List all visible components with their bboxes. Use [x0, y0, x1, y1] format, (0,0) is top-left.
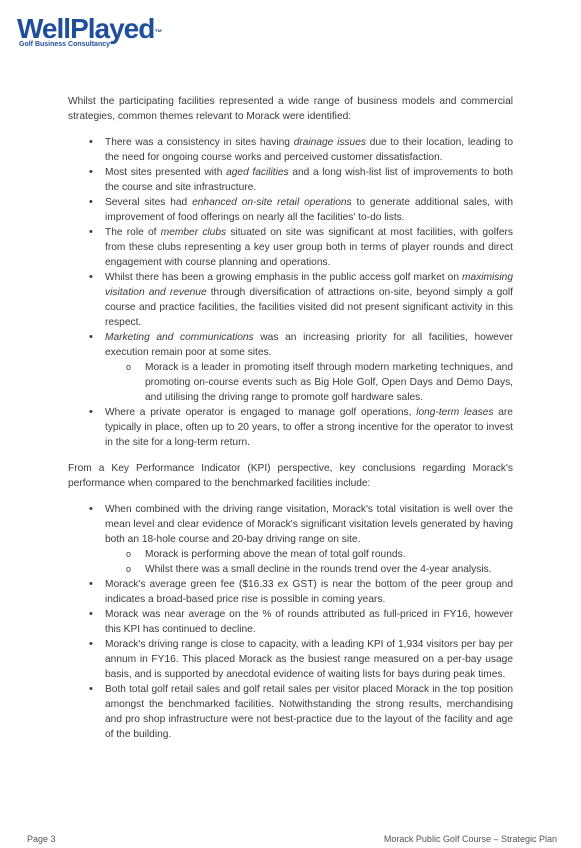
sub-list-item: o Morack is a leader in promoting itself through modern marketing techniques, and promoting on-course events such as Big Hole Golf, Open Days and Demo Days, and utilising the driving range to promote golf hardware sales.: [105, 360, 513, 405]
list-item: • Whilst there has been a growing emphasis in the public access golf market on maximising visitation and revenue through diversification of attractions on-site, beyond simply a golf course and practice facilities, the facilities visited did not present significant activity in this respect.: [68, 270, 513, 330]
list-item: • The role of member clubs situated on site was significant at most facilities, with golfers from these clubs representing a key user group both in terms of player rounds and direct engagement with course planning and operations.: [68, 225, 513, 270]
list-item: • Several sites had enhanced on-site retail operations to generate additional sales, with improvement of food offerings on nearly all the facilities' to-do lists.: [68, 195, 513, 225]
list-item: • Morack was near average on the % of rounds attributed as full-priced in FY16, however this KPI has continued to decline.: [68, 607, 513, 637]
sub-list-item: o Morack is performing above the mean of total golf rounds.: [105, 547, 513, 562]
page-footer: [0, 834, 581, 848]
logo-subtitle: Golf Business Consultancy: [19, 41, 111, 48]
list-item: • There was a consistency in sites having drainage issues due to their location, leading to the need for ongoing course works and perceived customer dissatisfaction.: [68, 135, 513, 165]
list-item: • Both total golf retail sales and golf retail sales per visitor placed Morack in the top position amongst the benchmarked facilities. Notwithstanding the strong results, merchandising and pro shop infrastructure were not best-practice due to the layout of the facility and age of the building.: [68, 682, 513, 742]
list-item: • Morack's driving range is close to capacity, with a leading KPI of 1,934 visitors per bay per annum in FY16. This placed Morack as the busiest range measured on a per-bay usage basis, and is supported by anecdotal evidence of waiting lists for bays during peak times.: [68, 637, 513, 682]
sub-list: [105, 547, 513, 577]
intro-paragraph: Whilst the participating facilities represented a wide range of business models and commercial strategies, common themes relevant to Morack were identified:: [68, 96, 513, 122]
logo-wordmark: WellPlayed™: [17, 13, 163, 44]
document-body: [68, 94, 513, 753]
list-item: • Morack's average green fee ($16.33 ex GST) is near the bottom of the peer group and indicates a broad-based price rise is possible in coming years.: [68, 577, 513, 607]
list-item: • Where a private operator is engaged to manage golf operations, long-term leases are typically in place, often up to 20 years, to offer a strong incentive for the operator to invest in the site for a long-term return.: [68, 405, 513, 450]
list-item: • Marketing and communications was an increasing priority for all facilities, however execution remain poor at some sites. o Morack is a leader in promoting itself through modern marketing techniques, and promoting on-course events such as Big Hole Golf, Open Days and Demo Days, and utilising the driving range to promote golf hardware sales.: [68, 330, 513, 405]
document-title: Morack Public Golf Course – Strategic Plan: [383, 834, 557, 844]
list-item: • When combined with the driving range visitation, Morack's total visitation is well over the mean level and clear evidence of Morack's significant visitation levels generated by having both an 18-hole course and 20-bay driving range on site. o Morack is performing above the mean of total golf rounds. o Whilst there was a small decline in the rounds trend over the 4-year analysis.: [68, 502, 513, 577]
themes-list: [68, 135, 513, 450]
list-item: • Most sites presented with aged facilities and a long wish-list list of improvements to both the course and site infrastructure.: [68, 165, 513, 195]
wellplayed-logo: [17, 14, 177, 48]
sub-list-item: o Whilst there was a small decline in the rounds trend over the 4-year analysis.: [105, 562, 513, 577]
kpi-intro-paragraph: From a Key Performance Indicator (KPI) perspective, key conclusions regarding Morack's performance when compared to the benchmarked facilities include:: [68, 463, 513, 489]
kpi-list: [68, 502, 513, 742]
page-number: Page 3: [27, 834, 56, 844]
sub-list: [105, 360, 513, 405]
